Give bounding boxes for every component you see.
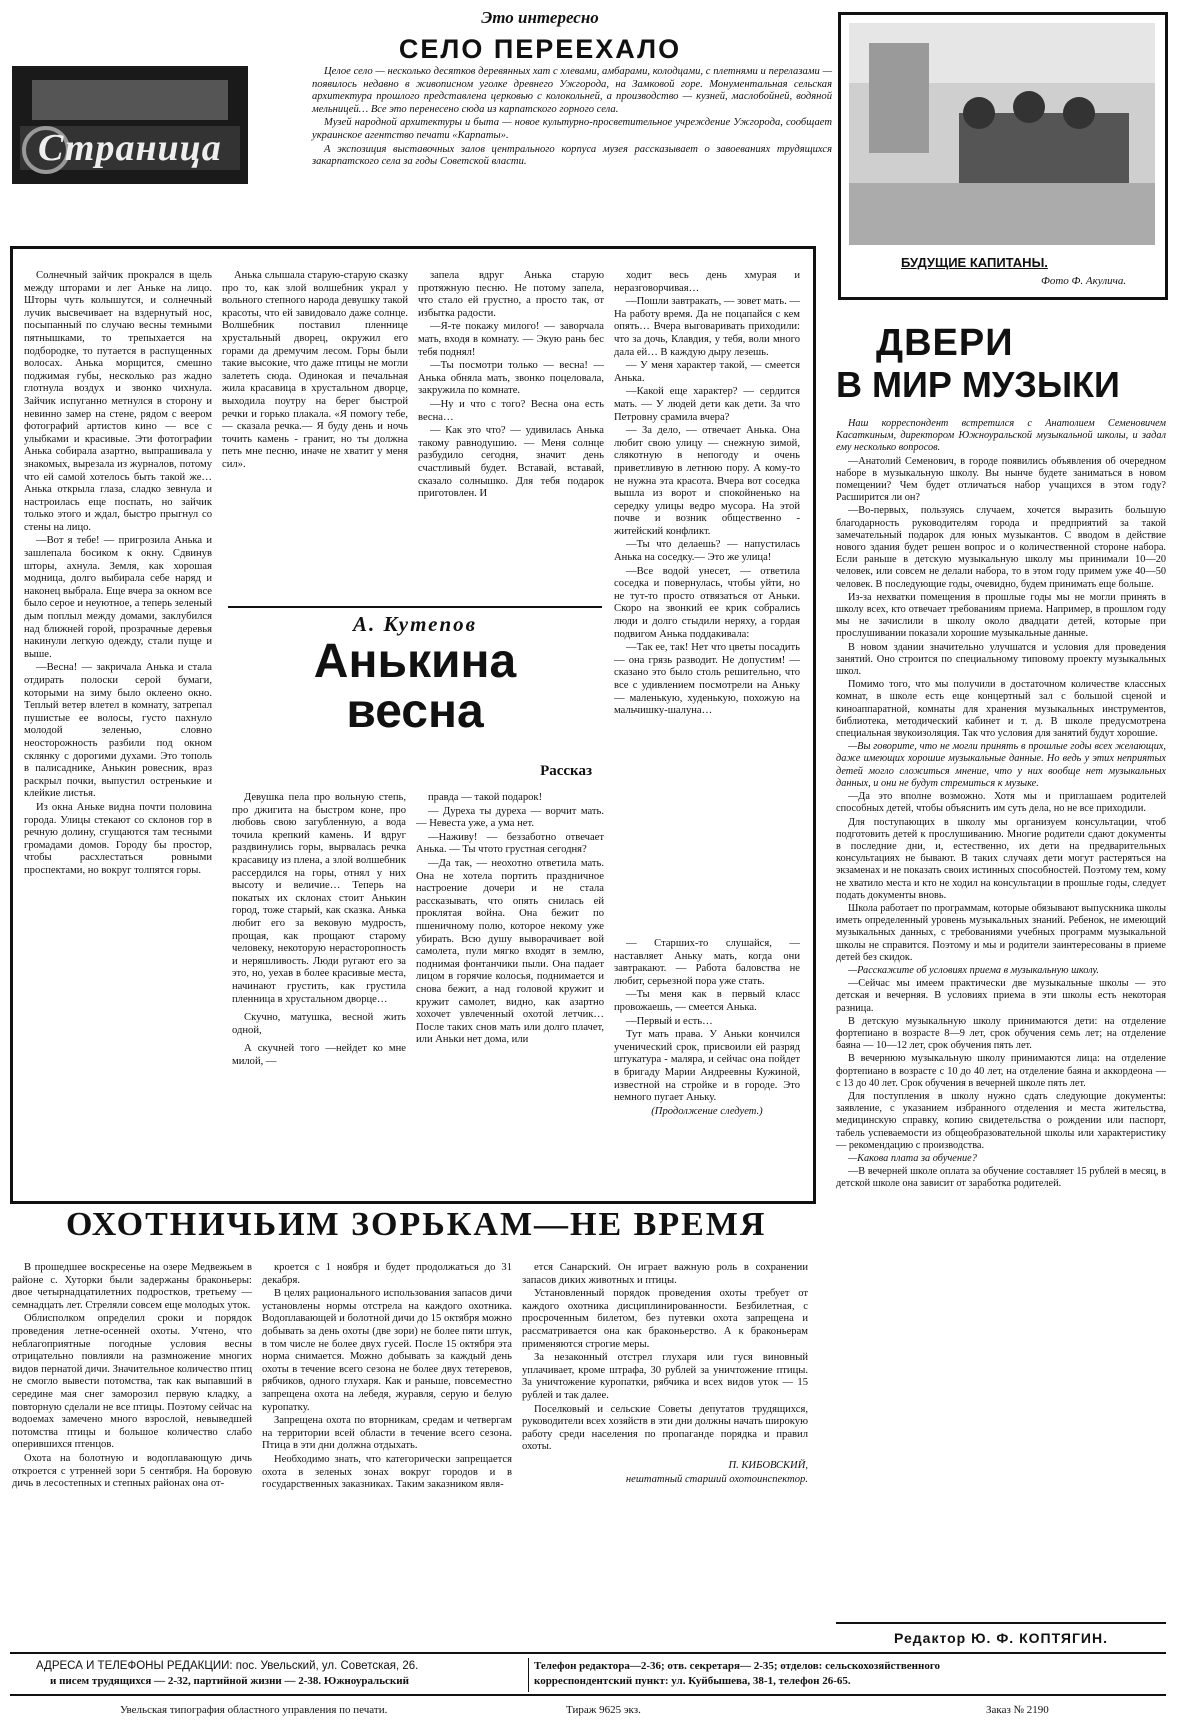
story-paragraph: —Ты что делаешь? — напустилась Анька на соседку.— Это же улица! [614, 539, 800, 564]
village-paragraph: Целое село — несколько десятков деревянных хат с хлевами, амбарами, колодцами, с плетнями и перелазами — появилось недавно в живописном уголке древнего Ужгорода, на Замковой горе. Монументальная сельская архитектура прошлого представлена церковью с колокольней, а производство — кузней, маслобойней, водяной мельницей… Все это перенесено сюда из карпатского горного села. [312, 66, 832, 115]
story-paragraph: —Первый и есть… [626, 1015, 713, 1027]
story-paragraph: —Какой еще характер? — сердится мать. — У людей дети как дети. За что Петровну срамила вчера? [614, 386, 800, 423]
music-question: —Расскажите об условиях приема в музыкальную школу. [848, 964, 1100, 976]
music-paragraph: В детскую музыкальную школу принимаются дети: на отделение фортепиано в возрасте 8—9 лет, срок обучения семь лет; на отделение баяна — 10—12 лет, срок обучения пять лет. [836, 1015, 1166, 1052]
story-continued: (Продолжение следует.) [651, 1105, 763, 1117]
music-paragraph: Школа работает по программам, которые обязывают выпускника школы иметь определенный уровень музыкальных знаний. Ребенок, не имеющий музыкальных данных, с требованиями учебных программ музыкальной школы не справится. Поэтому и мы и родители заинтересованы в приеме детей без скидок. [836, 902, 1166, 963]
story-paragraph: —Наживу! — беззаботно отвечает Анька. — Ты чтото грустная сегодня? [416, 831, 604, 856]
footer-printer: Увельская типография областного управления по печати. [120, 1704, 388, 1716]
story-col-4 [614, 270, 800, 719]
story-verse: А скучней того —нейдет ко мне милой, — [232, 1043, 406, 1067]
story-col-6 [416, 792, 604, 1048]
music-paragraph: В новом здании значительно улучшатся и условия для проведения занятий. Оно строится по специальному типовому проекту музыкальных школ. [836, 641, 1166, 678]
story-paragraph: —Ну и что с того? Весна она есть весна… [418, 398, 604, 423]
story-paragraph: Анька слышала старую-старую сказку про то, как злой волшебник украл у вольного степного народа девушку такой красоты, что ей завидовало даже солнце. Волшебник поставил пленнице хрустальный дворец, окружил его горами да дремучим лесом. Горы были такие высокие, что даже птицы не могли залететь сюда. Одинокая и печальная жила красавица в хрустальном дворце, выходила поутру на берег быстрой речки и горько плакала. «Я помогу тебе, — сказала речка.— Я буду день и ночь точить камень - гранит, но ты должна петь мне песню, иначе не хватит у меня сил». [222, 270, 408, 470]
music-question: —Какова плата за обучение? [848, 1152, 977, 1164]
photo-credit: Фото Ф. Акулича. [1041, 275, 1127, 287]
story-genre: Рассказ [540, 763, 592, 779]
story-paragraph: —Ты меня как в первый класс провожаешь, — смеется Анька. [614, 989, 800, 1013]
story-paragraph: —Ты посмотри только — весна! — Анька обняла мать, звонко поцеловала, закружила по комнате. [418, 360, 604, 397]
music-intro: Наш корреспондент встретился с Анатолием Семеновичем Касаткиным, директором Южноуральской музыкальной школы, и задал ему несколько вопросов. [836, 418, 1166, 454]
story-title-line1: Анькина [313, 635, 517, 688]
story-col-3 [418, 270, 604, 502]
footer-circulation: Тираж 9625 экз. [566, 1704, 641, 1716]
story-paragraph: Девушка пела про вольную степь, про джигита на быстром коне, про любовь свою загубленную, а вода точила крепкий камень. И вдруг раздвинулись горы, вырвалась речка красавицу из плена, а злой волшебник рассердился на горы, отнял у них высоту и величие… Теперь на покатых их склонах стоит Анькин город, тоже старый, как сказка. Анька любит его за вековую мудрость, прощая, как прощают старому человеку, некоторую нерасторопность и неряшливость. Люди ругают его за это, но, уехав в более красивые места, начинают грустить, как грустила пленница в хрустальном дворце… [232, 792, 406, 1005]
village-paragraph: Музей народной архитектуры и быта — новое культурно-просветительное учреждение Ужгорода, сообщает украинское агентство печати «Карпаты». [312, 117, 832, 141]
story-paragraph: —Так ее, так! Нет что цветы посадить — она грязь разводит. Не допустим! — сказано это было столь решительно, что все с удивлением посмотрели на Аньку — маленькую, худенькую, похожую на мальчишку-шалуна… [614, 642, 800, 717]
editor-line: Редактор Ю. Ф. КОПТЯГИН. [894, 1630, 1108, 1646]
hunting-paragraph: В целях рационального использования запасов дичи установлены нормы отстрела на каждого охотника. Водоплавающей и болотной дичи до 15 октября можно добывать за день охоты (две зори) не более пяти штук, в том числе не более двух гусей. После 15 октября эта норма снимается. Можно добывать за каждый день охоты в течение всего сезона не более двух тетеревов, рябчиков, одного глухаря. Как и раньше, повсеместно запрещена охота на лебедя, журавля, серую и белую куропатку. [262, 1288, 512, 1413]
hunting-col-2 [262, 1262, 512, 1493]
story-paragraph: Солнечный зайчик прокрался в щель между шторами и лег Аньке на лицо. Шторы чуть колышутся, и солнечный лучик высвечивает на вздернутый нос, посыпанный по случаю весны темными пятнышками, то трепыхается на подбородке, то путается в распущенных волосах. Анька морщится, смешно поджимая губы, несколько раз жадно глотнула воздух и звонко чихнула. Зайчик испуганно метнулся в сторону и невинно замер на стене, рядом с веером фотографий артистов кино — все с улыбками и красивые. Эти фотографии Анька собирала азартно, выпрашивала у знакомых, вырезала из журналов, потому что ей самой хотелось быть такой же… Анька открыла глаза, сладко зевнула и настроилась еще поспать, но зайчик только этого и ждал, быстро прыгнул со стены на лицо. [24, 270, 212, 533]
story-title-line2: весна [346, 685, 484, 738]
music-body [836, 418, 1166, 1192]
story-paragraph: запела вдруг Анька старую протяжную песню. Не потому запела, что стало ей грустно, а просто так, от избытка радости. [418, 270, 604, 319]
story-paragraph: —Да так, — неохотно ответила мать. Она не хотела портить праздничное настроение дочери и не стала рассказывать, что опять снилась ей проклятая война. Она бежит по пшеничному полю, которое некому уже убирать. Всю душу выворачивает вой самолета, пули мягко входят в землю, поднимая фонтанчики пыли. Она падает лицом в горячие колосья, поднимается и снова бежит, а над головой кружит и кружит самолет, видно, как азартно хохочет увлеченный охотой летчик… После таких снов мать или долго плачет, или Аньки нет дома, или [416, 857, 604, 1046]
story-paragraph: — Дуреха ты дуреха — ворчит мать. — Невеста уже, а ума нет. [416, 805, 604, 830]
hunting-position: нештатный старший охотоинспектор. [625, 1473, 808, 1485]
footer-rule-bottom [10, 1694, 1166, 1696]
hunting-paragraph: Облисполком определил сроки и порядок проведения летне-осенней охоты. Учтено, что неблагоприятные погодные условия весны отрицательно повлияли на размножение многих видов пернатой дичи. Значительное количество птиц не смогло вывести потомства, так как выпавший в середине мая снег заморозил первую кладку, а повторную сделали не все птицы. Поэтому сейчас на водоемах замечено много взрослой, невыведшей потомства птицы и большое количество слабо оперившихся птенцов. [12, 1313, 252, 1451]
story-paragraph: Тут мать права. У Аньки кончился ученический срок, присвоили ей разряд штукатура - маляра, и сейчас она пойдет в бригаду Марии Андреевны Кужиной, известной на стройке и в городе. Это немного пугает Аньку. [614, 1029, 800, 1104]
story-col-2 [222, 270, 408, 473]
music-title-line1: ДВЕРИ [876, 322, 1014, 364]
story-col-7 [614, 938, 800, 1119]
footer-left-line1: АДРЕСА И ТЕЛЕФОНЫ РЕДАКЦИИ: пос. Увельский, ул. Советская, 26. [36, 1660, 419, 1672]
photo-scene-icon [849, 23, 1155, 245]
story-verse: Скучно, матушка, весной жить одной, [232, 1012, 406, 1036]
story-paragraph: — За дело, — отвечает Анька. Она любит свою улицу — снежную зимой, слякотную в непогоду и очень приветливую в летнюю пору. А кому-то не нужна эта красота. Вчера вот соседка вышла из ворот и спокойненько на середку улицы ведро мусора. На этой почве и возник общественно - житейский конфликт. [614, 425, 800, 537]
hunting-col-1 [12, 1262, 252, 1492]
story-col-5 [232, 792, 406, 1069]
hunting-paragraph: Запрещена охота по вторникам, средам и четвергам на территории всей области в течение всего сезона. Птица в эти дни должна отдыхать. [262, 1415, 512, 1452]
story-paragraph: — У меня характер такой, — смеется Анька. [614, 360, 800, 384]
music-paragraph: Помимо того, что мы получили в достаточном количестве классных комнат, в школе есть еще концертный зал с большой сценой и киноаппаратной, комнаты для хранения музыкальных инструментов, библиотека, методический кабинет и т. д. В школе предусмотрена специальная звукоизоляция. Так что условия для занятий будут хорошие. [836, 679, 1166, 740]
story-author: А. Кутепов [352, 612, 478, 636]
story-paragraph: —Пошли завтракать, — зовет мать. — На работу время. Да не поцапайся с кем опять… Вчера выговаривать приходили: что за дочь, Клавдия, у тебя, воли много дала ей… В каждую дыру лезешь. [614, 296, 800, 358]
story-paragraph: правда — такой подарок! [428, 792, 543, 803]
village-title: СЕЛО ПЕРЕЕХАЛО [398, 34, 682, 64]
story-title-block [228, 606, 602, 784]
hunting-paragraph: кроется с 1 ноября и будет продолжаться до 31 декабря. [262, 1262, 512, 1286]
music-paragraph: Из-за нехватки помещения в прошлые годы мы не могли принять в школу всех, кто отвечает требованиям приема. Например, в прошлом году мы не зачислили в школу около двадцати детей, которые при прослушивании показали хорошие музыкальные данные. [836, 591, 1166, 640]
story-paragraph: — Как это что? — удивилась Анька такому равнодушию. — Меня солнце разбудило сегодня, значит день счастливый будет. Вставай, вставай, сказало солнышко. Для тебя подарок приготовлен. И [418, 425, 604, 500]
hunting-paragraph: Необходимо знать, что категорически запрещается охота в зеленых зонах вокруг городов и в государственных заказниках. Таким заказником явля- [262, 1453, 512, 1491]
music-paragraph: Для поступления в школу нужно сдать следующие документы: заявление, с указанием избранного отделения и места жительства, медицинскую справку, копию свидетельства о рождении или паспорт, табель успеваемости из общеобразовательной школы или характеристику — рекомендацию с производства. [836, 1090, 1166, 1151]
story-paragraph: Из окна Аньке видна почти половина города. Улицы стекают со склонов гор в речную долину, сгущаются там тесными громадами домов. Городу бы простор, чтобы расхлестаться ровными проспектами, но вокруг толпятся горы. [24, 801, 212, 876]
hunting-paragraph: За незаконный отстрел глухаря или гуся виновный уплачивает, кроме штрафа, 30 рублей за уничтожение птицы. За уничтожение куропатки, рябчика и всех видов уток — 15 рублей и так далее. [522, 1352, 808, 1401]
music-paragraph: Для поступающих в школу мы организуем консультации, чтоб подготовить детей к прослушиванию. Многие родители сдают документы в последние дни, и, естественно, их дети на предварительных консультациях не бывают. В таких случаях дети могут растеряться на экзаменах и не показать своих истинных способностей. Поэтому тем, кому не хватило места и кто не ходил на консультации в прошлые годы, следует подать документы вновь. [836, 816, 1166, 901]
music-title-line2: В МИР МУЗЫКИ [836, 364, 1120, 405]
hunting-paragraph: Установленный порядок проведения охоты требует от каждого охотника дисциплинированности. Безбилетная, с просроченным билетом, без путевки охота запрещена и рассматривается она как браконьерство. А к браконьерам применяются строгие меры. [522, 1288, 808, 1350]
footer-divider [528, 1658, 529, 1692]
village-kicker: Это интересно [481, 8, 599, 27]
photo-frame [838, 12, 1168, 300]
story-paragraph: — Старших-то слушайся, — наставляет Аньку мать, когда они завтракают. — Работа баловства не любит, серьезной пора уже стать. [614, 938, 800, 987]
footer-order: Заказ № 2190 [986, 1704, 1049, 1716]
village-body [312, 66, 832, 170]
story-paragraph: ходит весь день хмурая и неразговорчивая… [614, 270, 800, 294]
footer-right-line1: Телефон редактора—2-36; отв. секретаря— 2-35; отделов: сельскохозяйственного [534, 1660, 941, 1672]
hunting-paragraph: Поселковый и сельские Советы депутатов трудящихся, руководители всех хозяйств в эти дни должны начать широкую работу среди населения по пропаганде порядка и правил охоты. [522, 1403, 809, 1453]
hunting-title: ОХОТНИЧЬИМ ЗОРЬКАМ—НЕ ВРЕМЯ [66, 1206, 767, 1243]
rubric-label: Страница [38, 127, 222, 169]
hunting-paragraph: Охота на болотную и водоплавающую дичь откроется с утренней зори 5 сентября. На боровую дичь в лесостепных и степных районах она от- [12, 1452, 252, 1490]
story-paragraph: —Весна! — закричала Анька и стала отдирать полоски серой бумаги, которыми на зиму было оклеено окно. Теплый ветер влетел в комнату, затрепал пушистые ее волосы, густо пахнуло молодой зеленью, словно неосторожность разбили под окном склянку с дорогими духами. Это тополь в палисаднике, Анькин ровесник, враз раскрыл почки, выпустил остренькие и клейкие листья. [24, 662, 212, 800]
photo-caption: БУДУЩИЕ КАПИТАНЫ. [901, 255, 1048, 270]
story-paragraph: —Все водой унесет, — ответила соседка и повернулась, чтобы уйти, но не тут-то просто отвязаться от Аньки. Скоро на звонкий ее крик собрались люди и долго стыдили неряху, а гордая подвигом Анька поддакивала: [614, 565, 800, 640]
music-paragraph: —Анатолий Семенович, в городе появились объявления об очередном наборе в музыкальную школу. Вы нынче будете заниматься в новом помещении? Чем будет отличаться набор учащихся в этом году? Расширится ли он? [836, 455, 1166, 504]
rubric-logo [12, 66, 248, 184]
footer-left-line2: и писем трудящихся — 2-32, партийной жизни — 2-38. Южноуральский [50, 1675, 409, 1687]
footer-rule-top [10, 1652, 1166, 1654]
music-paragraph: —Да это вполне возможно. Хотя мы и приглашаем родителей способных детей, чтобы объяснить им суть дела, но не все приходили. [836, 791, 1166, 815]
story-col-1 [24, 270, 212, 879]
hunting-paragraph: В прошедшее воскресенье на озере Медвежьем в районе с. Хуторки были задержаны браконьеры: двое четырнадцатилетних подростков, третьему — семнадцать лет. Стреляли совсем еще молодых уток. [12, 1262, 252, 1311]
footer-right-line2: корреспондентский пункт: ул. Куйбышева, 38-1, телефон 26-65. [534, 1675, 851, 1687]
editor-rule [836, 1622, 1166, 1624]
hunting-col-3 [522, 1262, 808, 1487]
story-paragraph: —Я-те покажу милого! — заворчала мать, входя в комнату. — Экую рань бес тебя поднял! [418, 321, 604, 358]
hunting-signature: П. КИБОВСКИЙ, [728, 1459, 808, 1471]
story-paragraph: —Вот я тебе! — пригрозила Анька и зашлепала босиком к окну. Сдвинув шторы, ахнула. Земля, как хорошая модница, долго выбирала себе наряд и наконец выбрала. Еще вчера за окном все было серое и неуютное, а теперь зеленый дым поплыл между домами, заклубился над ближней горой, прозрачные деревья накинули легкую одежду, стали пуще и выше. [24, 535, 212, 660]
music-paragraph: —Сейчас мы имеем практически две музыкальные школы — это детская и вечерняя. В условиях приема в эти школы есть некоторая разница. [836, 978, 1166, 1014]
music-paragraph: В вечернюю музыкальную школу принимаются лица: на отделение фортепиано в возрасте с 10 до 40 лет, на отделение баяна и аккордеона — с 13 до 40 лет. Срок обучения в вечерней школе пять лет. [836, 1053, 1166, 1089]
music-paragraph: —В вечерней школе оплата за обучение составляет 15 рублей в месяц, в детской школе она зависит от заработка родителей. [836, 1166, 1166, 1190]
photo-future-captains [849, 23, 1155, 245]
village-paragraph: А экспозиция выставочных залов центрального корпуса музея рассказывает о завоеваниях трудящихся закарпатского села за годы Советской власти. [312, 143, 832, 168]
music-paragraph: —Во-первых, пользуясь случаем, хочется выразить большую благодарность руководителям города и предприятий за такой замечательный подарок для юных музыкантов. С вводом в действие нового здания будет решен вопрос и о количественной стороне набора. Если раньше в детскую музыкальную школу мы принимали 10—20 человек, или совсем не делали набора, то в этом году примем уже 40—50 человек. В последующие годы, очевидно, будем принимать еще больше. [836, 505, 1166, 590]
music-question: —Вы говорите, что не могли принять в прошлые годы всех желающих, даже имеющих хорошие музыкальные данные. Но ведь у этих неприятых детей могло сложиться мнение, что у них вообще нет музыкальных данных, и они не будут стремиться к музыке. [836, 741, 1166, 789]
hunting-paragraph: ется Санарский. Он играет важную роль в сохранении запасов диких животных и птицы. [522, 1262, 808, 1286]
